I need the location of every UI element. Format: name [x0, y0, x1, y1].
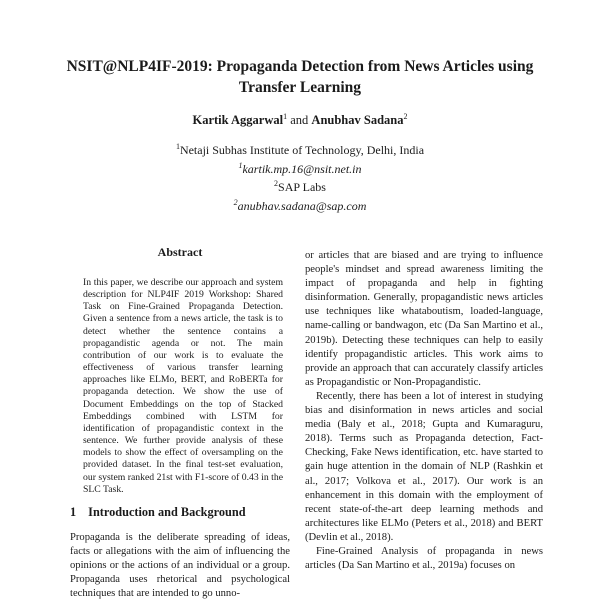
affiliation-company-text: SAP Labs [278, 180, 326, 194]
author-2-name: Anubhav Sadana [311, 113, 404, 127]
affiliation-institute-text: Netaji Subhas Institute of Technology, Delhi, India [179, 143, 425, 157]
author-1-email-text: kartik.mp.16@nsit.net.in [242, 161, 362, 176]
author-2-email [0, 197, 600, 216]
section-1-number: 1 [70, 505, 77, 519]
author-1-email [0, 160, 600, 179]
right-column-paragraph-3: Fine-Grained Analysis of propaganda in news articles (Da San Martino et al., 2019a) focuses on [305, 545, 543, 572]
right-column-paragraph-2: Recently, there has been a lot of interest in studying bias and disinformation in news articles and social media (Baly et al., 2018; Gupta and Kumaraguru, 2018). Terms such as Propaganda detection, Fact-Checking, Fake News identification, etc. have started to gain huge attention in the domain of NLP (Rashkin et al., 2017; Volkova et al., 2017). Our work is an enhancement in this domain with the employment of recent state-of-the-art deep learning methods and architectures like ELMo (Peters et al., 2018) and BERT (Devlin et al., 2018). [305, 390, 543, 543]
author-2-affiliation-mark: 2 [403, 111, 408, 121]
author-2-email-mark: 2 [233, 197, 238, 207]
author-1-name: Kartik Aggarwal [192, 113, 284, 127]
abstract-text: In this paper, we describe our approach and system description for NLP4IF 2019 Workshop: Shared Task on Fine-Grained Propaganda Detection. Given a sentence from a news article, the task is to detect whether the sentence contains a propagandistic agenda or not. The main contribution of our work is to evaluate the effectiveness of various transfer learning approaches like ELMo, BERT, and RoBERTa for propaganda detection. We show the use of Document Embeddings on the top of Stacked Embeddings combined with LSTM for identification of propagandistic context in the sentence. We further provide analysis of these models to show the effect of oversampling on the provided dataset. In the final test-set evaluation, our system ranked 21st with F1-score of 0.43 in the SLC Task. [83, 277, 283, 495]
paper-title: NSIT@NLP4IF-2019: Propaganda Detection from News Articles using Transfer Learning [66, 58, 534, 96]
author-line [0, 113, 600, 128]
affiliation-1-mark: 1 [175, 142, 180, 151]
affiliation-institute [0, 141, 600, 160]
affiliation-company [0, 178, 600, 197]
abstract-heading: Abstract [157, 245, 203, 259]
right-column-paragraph-1: or articles that are biased and are trying to influence people's mindset and spread awareness limiting the impact of propaganda and help in fighting disinformation. Generally, propagandistic news articles use techniques like whataboutism, loaded-language, name-calling or bandwagon, etc (Da San Martino et al., 2019b). Detecting these techniques can help to easily identify propagandistic articles. This work aims to provide an approach that can accurately classify articles as Propagandistic or Non-Propagandistic. [305, 250, 543, 388]
intro-paragraph: Propaganda is the deliberate spreading of ideas, facts or allegations with the aim of influencing the opinions or the actions of an individual or a group. Propaganda uses rhetorical and psychological techniques that are intended to go unno- [70, 532, 290, 600]
affiliation-2-mark: 2 [274, 179, 279, 188]
author-2-email-text: anubhav.sadana@sap.com [237, 198, 367, 213]
left-column [70, 245, 290, 600]
section-1-heading [70, 505, 290, 520]
author-1-email-mark: 1 [238, 160, 243, 170]
author-conjunction: and [290, 113, 309, 127]
right-column [305, 249, 543, 573]
author-1-affiliation-mark: 1 [283, 111, 288, 121]
affiliations-block [0, 141, 600, 215]
section-1-title: Introduction and Background [88, 505, 246, 519]
